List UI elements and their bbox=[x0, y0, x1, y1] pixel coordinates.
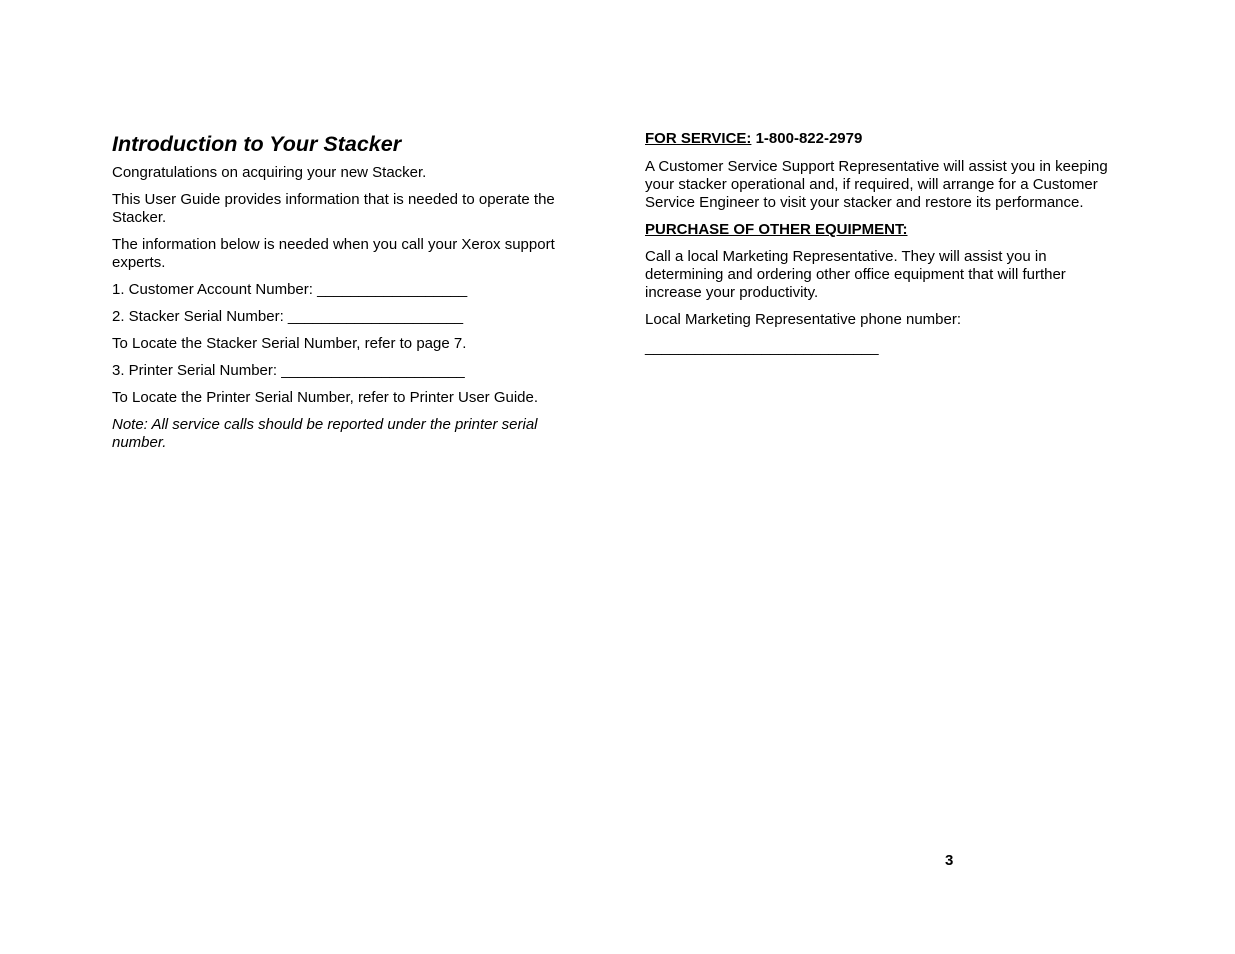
customer-account-line: 1. Customer Account Number: __________________ bbox=[112, 281, 468, 298]
phone-blank-line: ____________________________ bbox=[645, 339, 879, 356]
service-phone: 1-800-822-2979 bbox=[755, 130, 863, 147]
local-rep-label: Local Marketing Representative phone number: bbox=[645, 311, 962, 328]
stacker-serial-line: 2. Stacker Serial Number: _____________________ bbox=[112, 308, 464, 325]
note-text: Note: All service calls should be reported under the printer serial number. bbox=[112, 416, 538, 451]
service-description: A Customer Service Support Representative will assist you in keeping your stacker operational and, if required, will arrange for a Customer Service Engineer to visit your stacker and restore its performance. bbox=[645, 158, 1108, 211]
page-number: 3 bbox=[945, 852, 954, 869]
congrats-text: Congratulations on acquiring your new Stacker. bbox=[112, 164, 427, 181]
guide-info-text: This User Guide provides information that is needed to operate the Stacker. bbox=[112, 191, 555, 226]
right-column bbox=[645, 128, 1115, 357]
service-line bbox=[645, 130, 1115, 148]
locate-printer-text: To Locate the Printer Serial Number, refer to Printer User Guide. bbox=[112, 389, 539, 406]
page-title: Introduction to Your Stacker bbox=[112, 132, 402, 156]
purchase-description: Call a local Marketing Representative. They will assist you in determining and ordering other office equipment that will further increase your productivity. bbox=[645, 248, 1066, 301]
info-needed-text: The information below is needed when you call your Xerox support experts. bbox=[112, 236, 555, 271]
left-column bbox=[112, 128, 582, 461]
locate-stacker-text: To Locate the Stacker Serial Number, refer to page 7. bbox=[112, 335, 467, 352]
service-label: FOR SERVICE: bbox=[645, 130, 752, 147]
printer-serial-line: 3. Printer Serial Number: ______________________ bbox=[112, 362, 465, 379]
purchase-heading: PURCHASE OF OTHER EQUIPMENT: bbox=[645, 221, 908, 238]
